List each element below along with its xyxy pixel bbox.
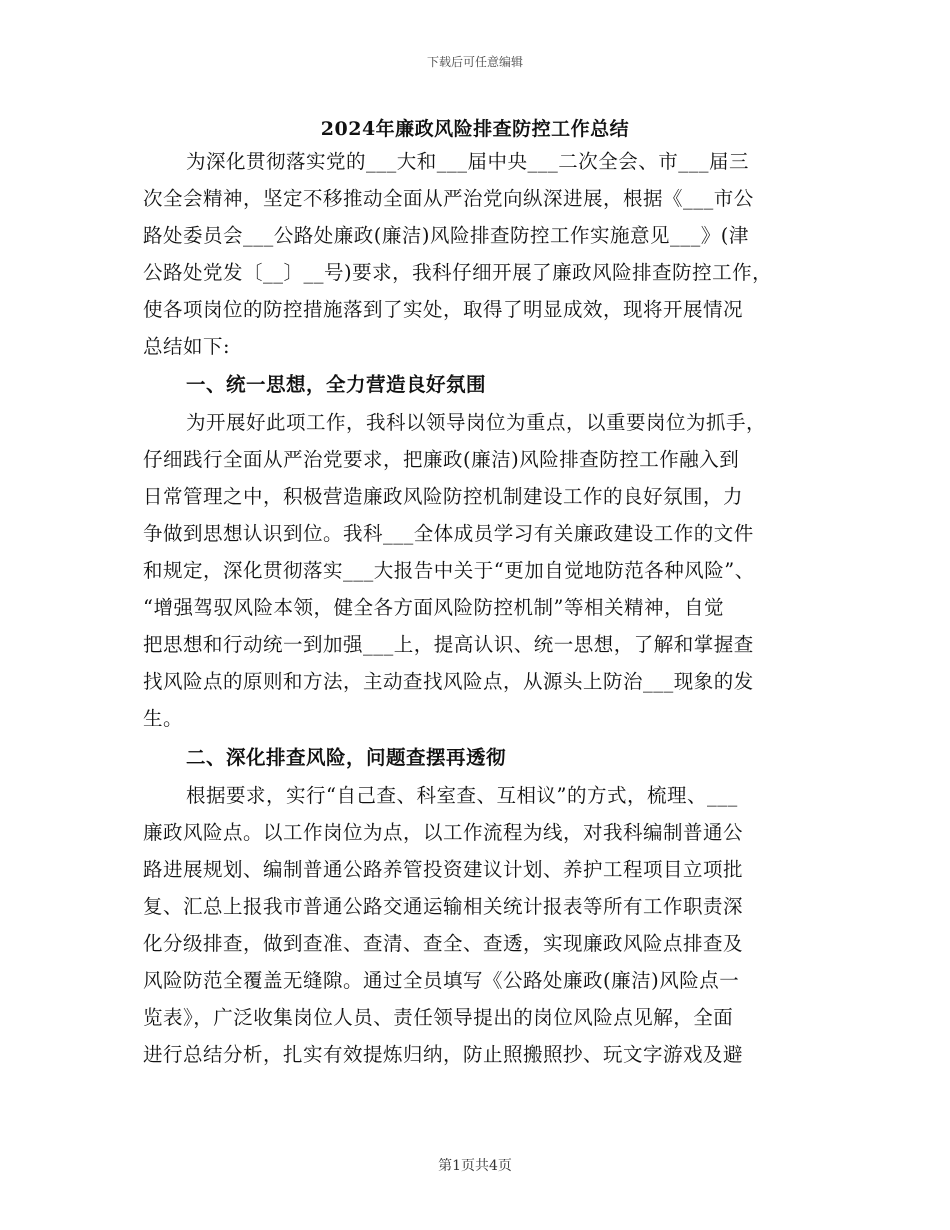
body-line: 为深化贯彻落实党的___大和___届中央___二次全会、市___届三 [186, 150, 750, 173]
body-line: 为开展好此项工作，我科以领导岗位为重点，以重要岗位为抓手， [186, 411, 767, 434]
header-note: 下载后可任意编辑 [426, 55, 523, 69]
body-line: 览表》，广泛收集岗位人员、责任领导提出的岗位风险点见解，全面 [143, 1006, 734, 1029]
page-number: 第1页共4页 [438, 1158, 512, 1174]
body-line: 总结如下: [143, 335, 231, 358]
body-line: 日常管理之中，积极营造廉政风险防控机制建设工作的良好氛围，力 [143, 485, 744, 508]
body-line: 次全会精神，坚定不移推动全面从严治党向纵深进展，根据《___市公 [143, 187, 754, 210]
body-line: 争做到思想认识到位。我科___全体成员学习有关廉政建设工作的文件 [143, 522, 754, 545]
body-line: 廉政风险点。以工作岗位为点，以工作流程为线，对我科编制普通公 [143, 821, 744, 844]
body-line: 风险防范全覆盖无缝隙。通过全员填写《公路处廉政(廉洁)风险点一 [143, 969, 740, 992]
body-line: 生。 [143, 707, 184, 730]
body-line: 化分级排查，做到查准、查清、查全、查透，实现廉政风险点排查及 [143, 932, 744, 955]
body-line: 和规定，深化贯彻落实___大报告中关于“更加自觉地防范各种风险”、 [143, 559, 755, 582]
body-line: 根据要求，实行“自己查、科室查、互相议”的方式，梳理、___ [186, 784, 738, 807]
body-line: 公路处党发〔__〕__号)要求，我科仔细开展了廉政风险排查防控工作， [143, 261, 773, 284]
body-line: 路进展规划、编制普通公路养管投资建议计划、养护工程项目立项批 [143, 858, 744, 881]
body-line: 把思想和行动统一到加强___上，提高认识、统一思想，了解和掌握查 [143, 633, 754, 656]
body-line: 路处委员会___公路处廉政(廉洁)风险排查防控工作实施意见___》(津 [143, 224, 749, 247]
body-line: 使各项岗位的防控措施落到了实处，取得了明显成效，现将开展情况 [143, 298, 744, 321]
body-line: 找风险点的原则和方法，主动查找风险点，从源头上防治___现象的发 [143, 670, 754, 693]
document-title: 2024年廉政风险排查防控工作总结 [320, 118, 630, 140]
body-line: 复、汇总上报我市普通公路交通运输相关统计报表等所有工作职责深 [143, 895, 744, 918]
body-line: 仔细践行全面从严治党要求，把廉政(廉洁)风险排查防控工作融入到 [143, 448, 740, 471]
section-heading: 一、统一思想，全力营造良好氛围 [186, 373, 487, 396]
body-line: 进行总结分析，扎实有效提炼归纳，防止照搬照抄、玩文字游戏及避 [143, 1043, 744, 1066]
section-heading: 二、深化排查风险，问题查摆再透彻 [186, 746, 507, 769]
body-line: “增强驾驭风险本领，健全各方面风险防控机制”等相关精神，自觉 [143, 596, 724, 619]
